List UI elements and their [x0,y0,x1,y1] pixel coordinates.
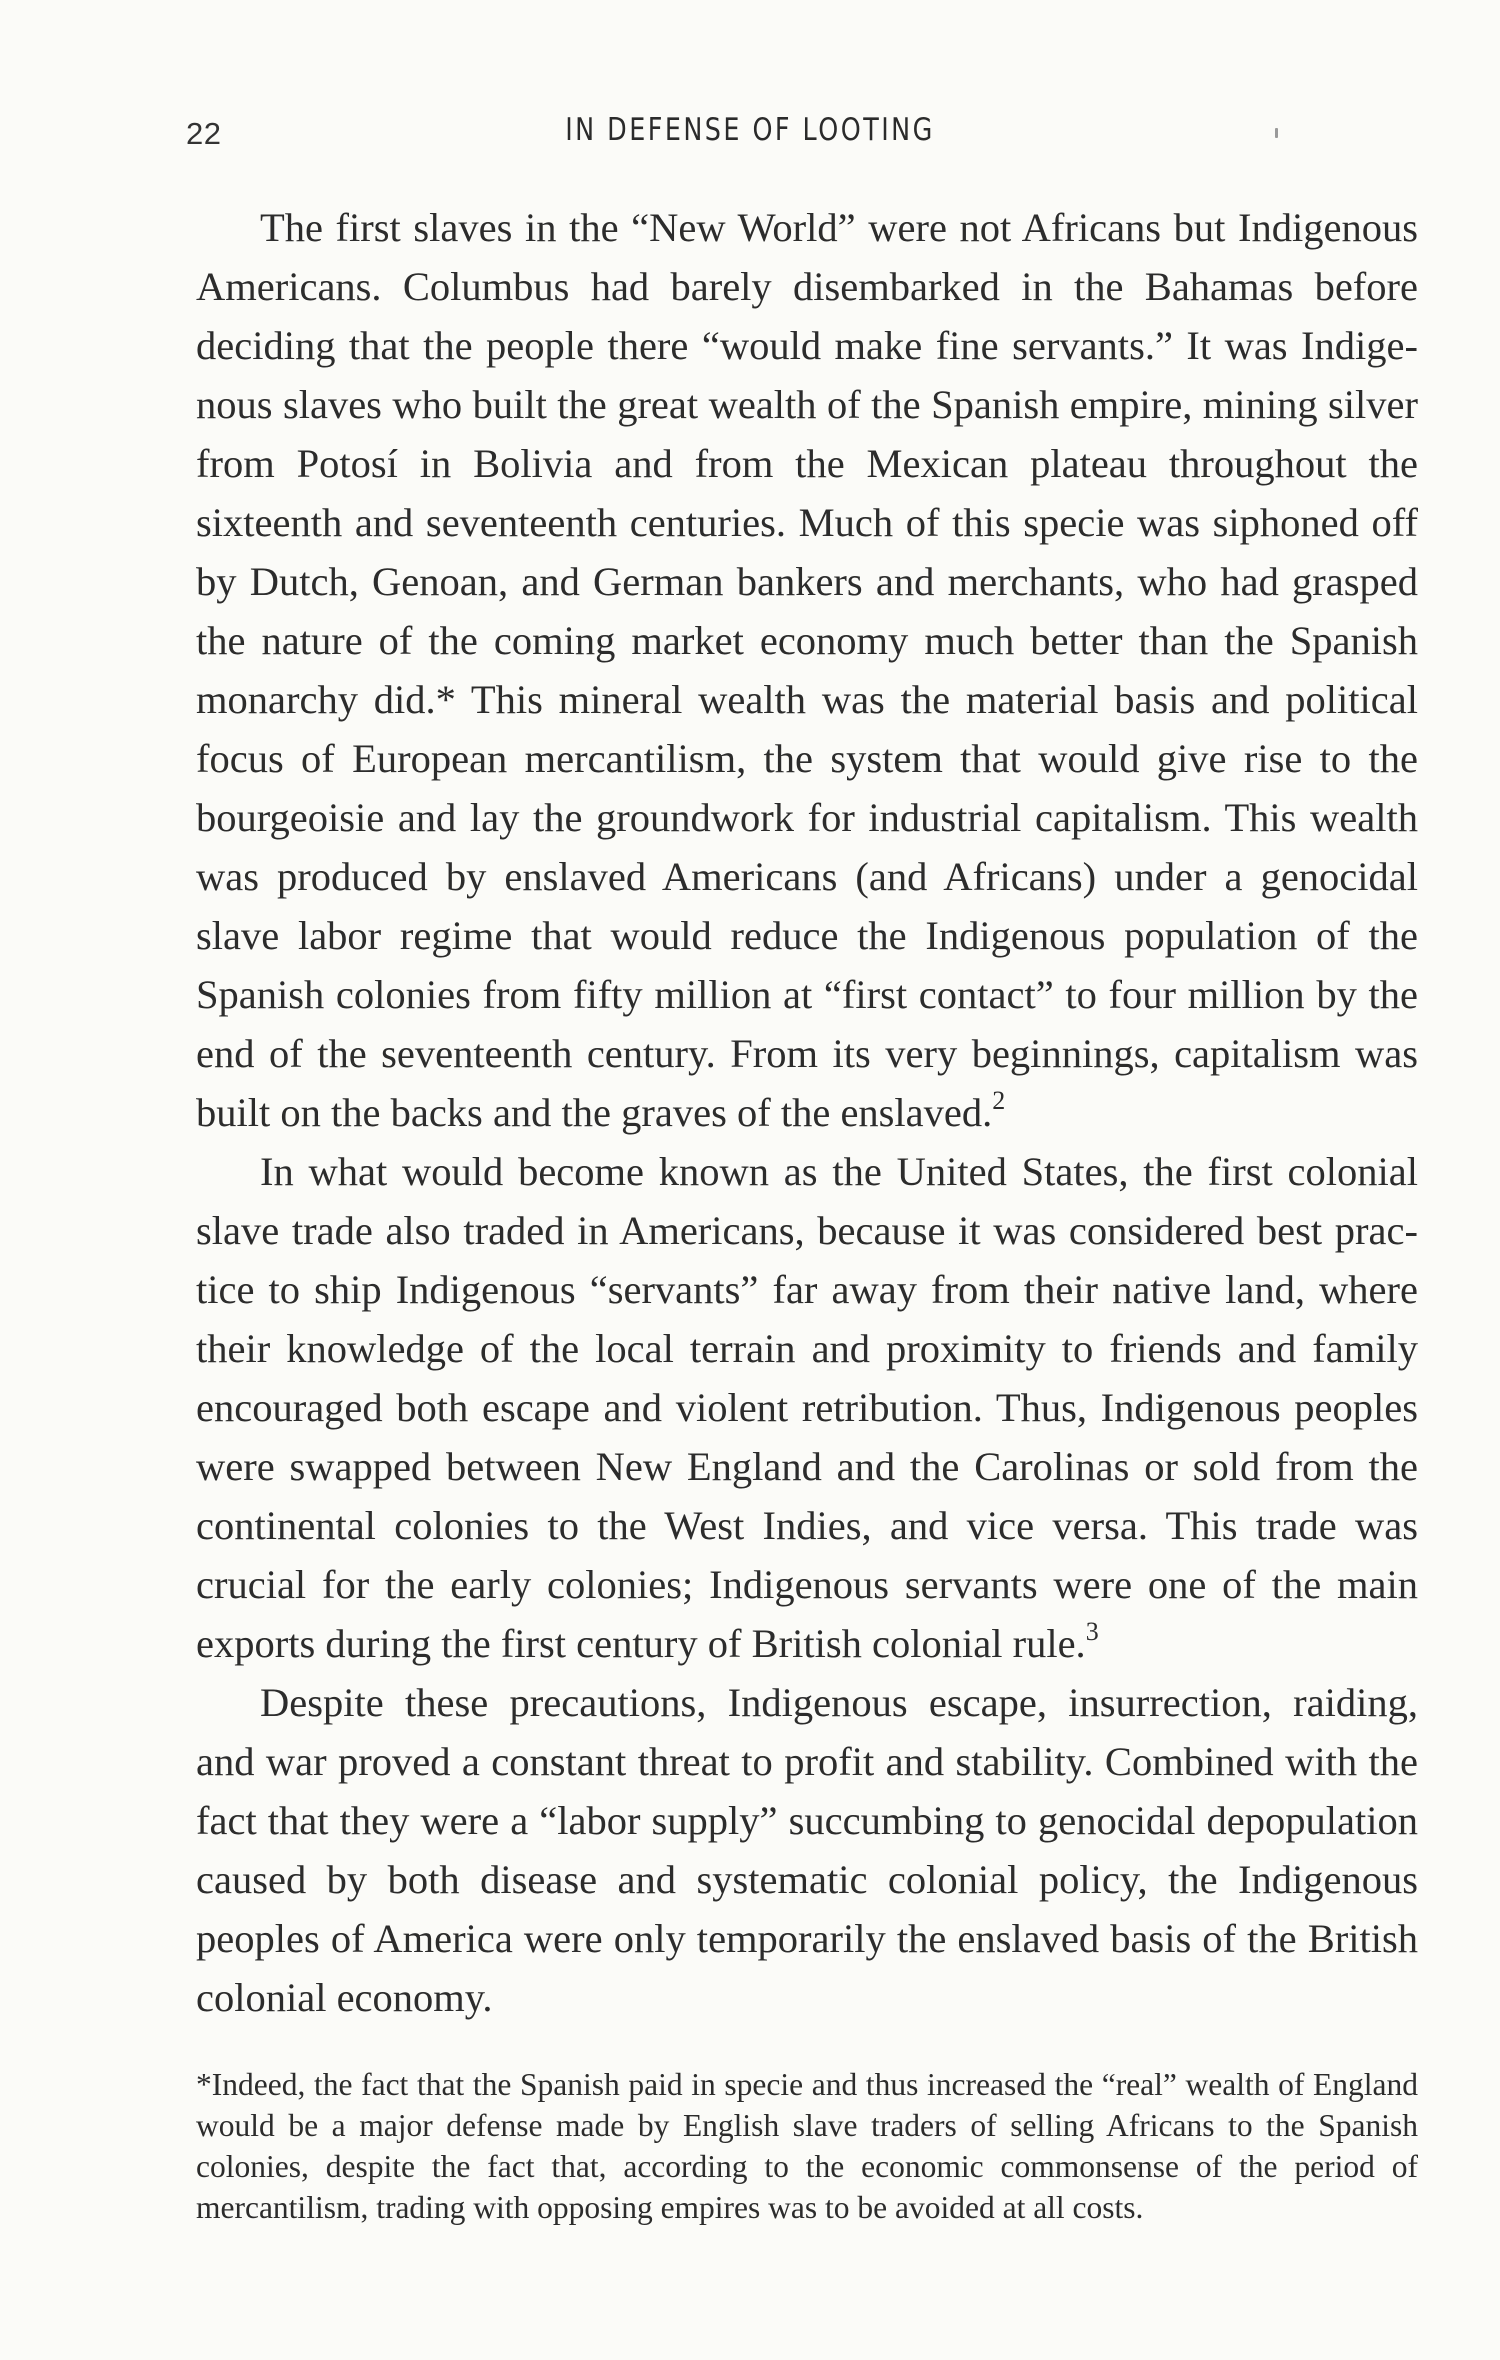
paragraph-2 [196,1142,1418,1673]
page-number: 22 [186,116,222,151]
endnote-mark-3: 3 [1085,1617,1099,1646]
running-head: IN DEFENSE OF LOOTING [565,112,935,148]
paragraph-3-text: Despite these precautions, Indigenous escape, insurrection, raiding, and war proved a constant threat to profit and stability. Combined with the fact that they were a “labor supply” succumbing to genocidal depopulation caused by both disease and systematic colonial policy, the Indigenous peoples of America were only temporarily the enslaved basis of the British colonial economy. [196,1680,1418,2020]
footnote-divider [196,2040,1418,2041]
main-text [196,198,1418,2027]
endnote-mark-2: 2 [992,1086,1006,1115]
paragraph-1 [196,198,1418,1142]
paragraph-1-text: The first slaves in the “New World” were not Africans but Indigenous Americans. Columbus had barely disembarked in the Bahamas before deciding that the people there “would make fine servants.” It was Indigenous slaves who built the great wealth of the Spanish empire, mining silver from Potosí in Bolivia and from the Mexican plateau throughout the sixteenth and seventeenth centuries. Much of this specie was siphoned off by Dutch, Genoan, and German bankers and merchants, who had grasped the nature of the coming market economy much better than the Spanish monarchy did.* This mineral wealth was the material basis and political focus of European mercantilism, the system that would give rise to the bourgeoisie and lay the groundwork for industrial capitalism. This wealth was produced by enslaved Americans (and Africans) under a genocidal slave labor regime that would reduce the Indigenous population of the Spanish colonies from fifty million at “first contact” to four million by the end of the seventeenth century. From its very beginnings, capitalism was built on the backs and the graves of the enslaved. [196,205,1418,1135]
paragraph-2-text: In what would become known as the United States, the first colonial slave trade also traded in Americans, because it was considered best practice to ship Indigenous “servants” far away from their native land, where their knowledge of the local terrain and proximity to friends and family encouraged both escape and violent retribution. Thus, Indigenous peoples were swapped between New England and the Carolinas or sold from the continental colonies to the West Indies, and vice versa. This trade was crucial for the early colonies; Indigenous servants were one of the main exports during the first century of British colonial rule. [196,1149,1418,1666]
scan-speck [1275,128,1278,138]
paragraph-3 [196,1673,1418,2027]
footnote: *Indeed, the fact that the Spanish paid in specie and thus increased the “real” wealth of England would be a major defense made by English slave traders of selling Africans to the Spanish colonies, despite the fact that, according to the economic commonsense of the period of mercantilism, trading with opposing empires was to be avoided at all costs. [196,2067,1418,2225]
